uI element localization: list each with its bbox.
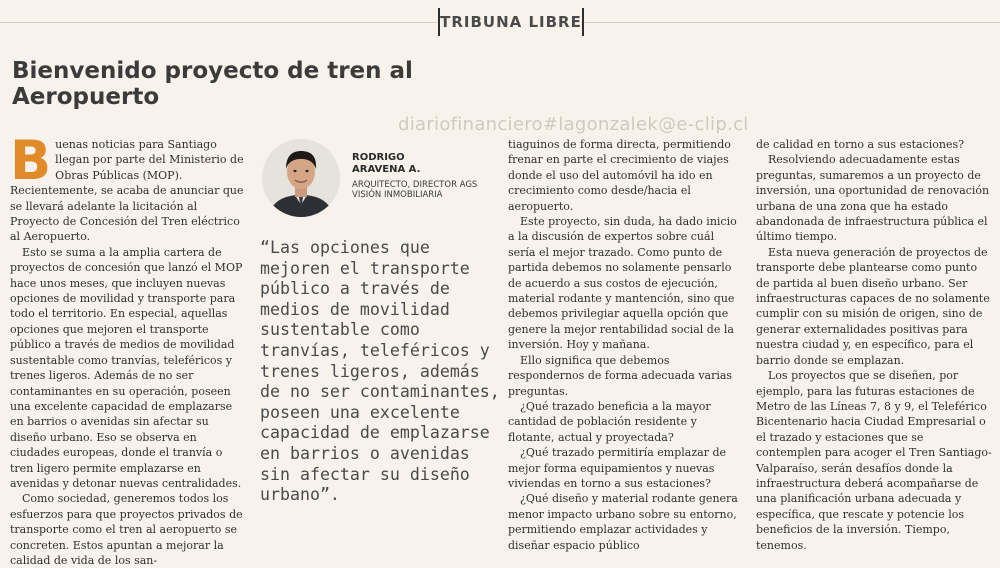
paragraph: Resolviendo adecuadamente estas preguntas, sumaremos a un proyecto de inversión, una oportunidad de renovación urbana de una zona que ha estado abandonada de infraestructura pública el último tiempo. [756, 153, 990, 244]
paragraph: Esto se suma a la amplia cartera de proyectos de concesión que lanzó el MOP hace unos meses, que incluyen nuevas opciones de movilidad y transporte para todo el territorio. En especial, aquellas opciones que mejoren el transporte público a través de medios de movilidad sustentable como tranvías, teleféricos y trenes ligeros. Además de no ser contaminantes en su operación, poseen una excelente capacidad de emplazarse en barrios o avenidas sin afectar su diseño urbano. Eso se observa en ciudades europeas, donde el tranvía o tren ligero permite emplazarse en avenidas y detonar nuevas centralidades. [10, 245, 243, 490]
paragraph: Este proyecto, sin duda, ha dado inicio a la discusión de expertos sobre cuál sería el mejor trazado. Como punto de partida debemos no solamente pensarlo de acuerdo a sus costos de ejecución, material rodante y mantención, sino que debemos privilegiar aquella opción que genere la mejor rentabilidad social de la inversión. Hoy y mañana. [508, 215, 737, 352]
author-title: ARQUITECTO, DIRECTOR AGS VISIÓN INMOBILIARIA [352, 180, 478, 200]
dropcap: B [10, 129, 52, 192]
author-byline [352, 152, 498, 200]
paragraph [10, 129, 248, 245]
body-column-4 [756, 137, 992, 553]
body-column-3 [508, 137, 744, 553]
paragraph: Esta nueva generación de proyectos de transporte debe plantearse como punto de partida al buen diseño urbano. Ser infraestructuras capaces de no solamente cumplir con su misión de origen, sino de generar externalidades positivas para nuestra ciudad y, en específico, para el barrio donde se emplazan. [756, 245, 990, 367]
paragraph: ¿Qué trazado beneficia a la mayor cantidad de población residente y flotante, actual y proyectada? [508, 399, 711, 444]
paragraph: Como sociedad, generemos todos los esfuerzos para que proyectos privados de transporte como el tren al aeropuerto se concreten. Estos apuntan a mejorar la calidad de vida de los san- [10, 492, 243, 567]
body-column-1 [10, 129, 248, 568]
paragraph: tiaguinos de forma directa, permitiendo frenar en parte el crecimiento de viajes donde el uso del automóvil ha ido en crecimiento como desde/hacia el aeropuerto. [508, 138, 731, 213]
watermark: diariofinanciero#lagonzalek@e-clip.cl [398, 114, 749, 135]
paragraph: Los proyectos que se diseñen, por ejemplo, para las futuras estaciones de Metro de las Líneas 7, 8 y 9, el Teleférico Bicentenario hacia Ciudad Empresarial o el trazado y estaciones que se contemplen para acoger el Tren Santiago-Valparaíso, serán desafíos donde la infraestructura deberá acompañarse de una planificación urbana adecuada y específica, que rescate y potencie los beneficios de la inversión. Tiempo, tenemos. [756, 369, 992, 552]
paragraph-text: uenas noticias para Santiago llegan por parte del Ministerio de Obras Públicas (MOP). Recientemente, se acaba de anunciar que se llevará adelante la licitación al Proyecto de Concesión del Tren eléctrico al Aeropuerto. [10, 138, 244, 244]
paragraph: ¿Qué diseño y material rodante genera menor impacto urbano sobre su entorno, permitiendo emplazar actividades y diseñar espacio público [508, 492, 738, 552]
section-label: TRIBUNA LIBRE [438, 8, 584, 36]
paragraph: de calidad en torno a sus estaciones? [756, 138, 965, 151]
pull-quote: “Las opciones que mejoren el transporte público a través de medios de movilidad sustentable como tranvías, teleféricos y trenes ligeros, además de no ser contaminantes, poseen una excelente capacidad de emplazarse en barrios o avenidas sin afectar su diseño urbano”. [260, 238, 500, 505]
author-name: RODRIGO ARAVENA A. [352, 152, 421, 175]
paragraph: Ello significa que debemos respondernos de forma adecuada varias preguntas. [508, 353, 733, 398]
author-portrait-icon [262, 139, 340, 217]
paragraph: ¿Qué trazado permitiría emplazar de mejor forma equipamientos y nuevas viviendas en torno a sus estaciones? [508, 446, 727, 490]
article-headline: Bienvenido proyecto de tren al Aeropuerto [12, 58, 413, 110]
